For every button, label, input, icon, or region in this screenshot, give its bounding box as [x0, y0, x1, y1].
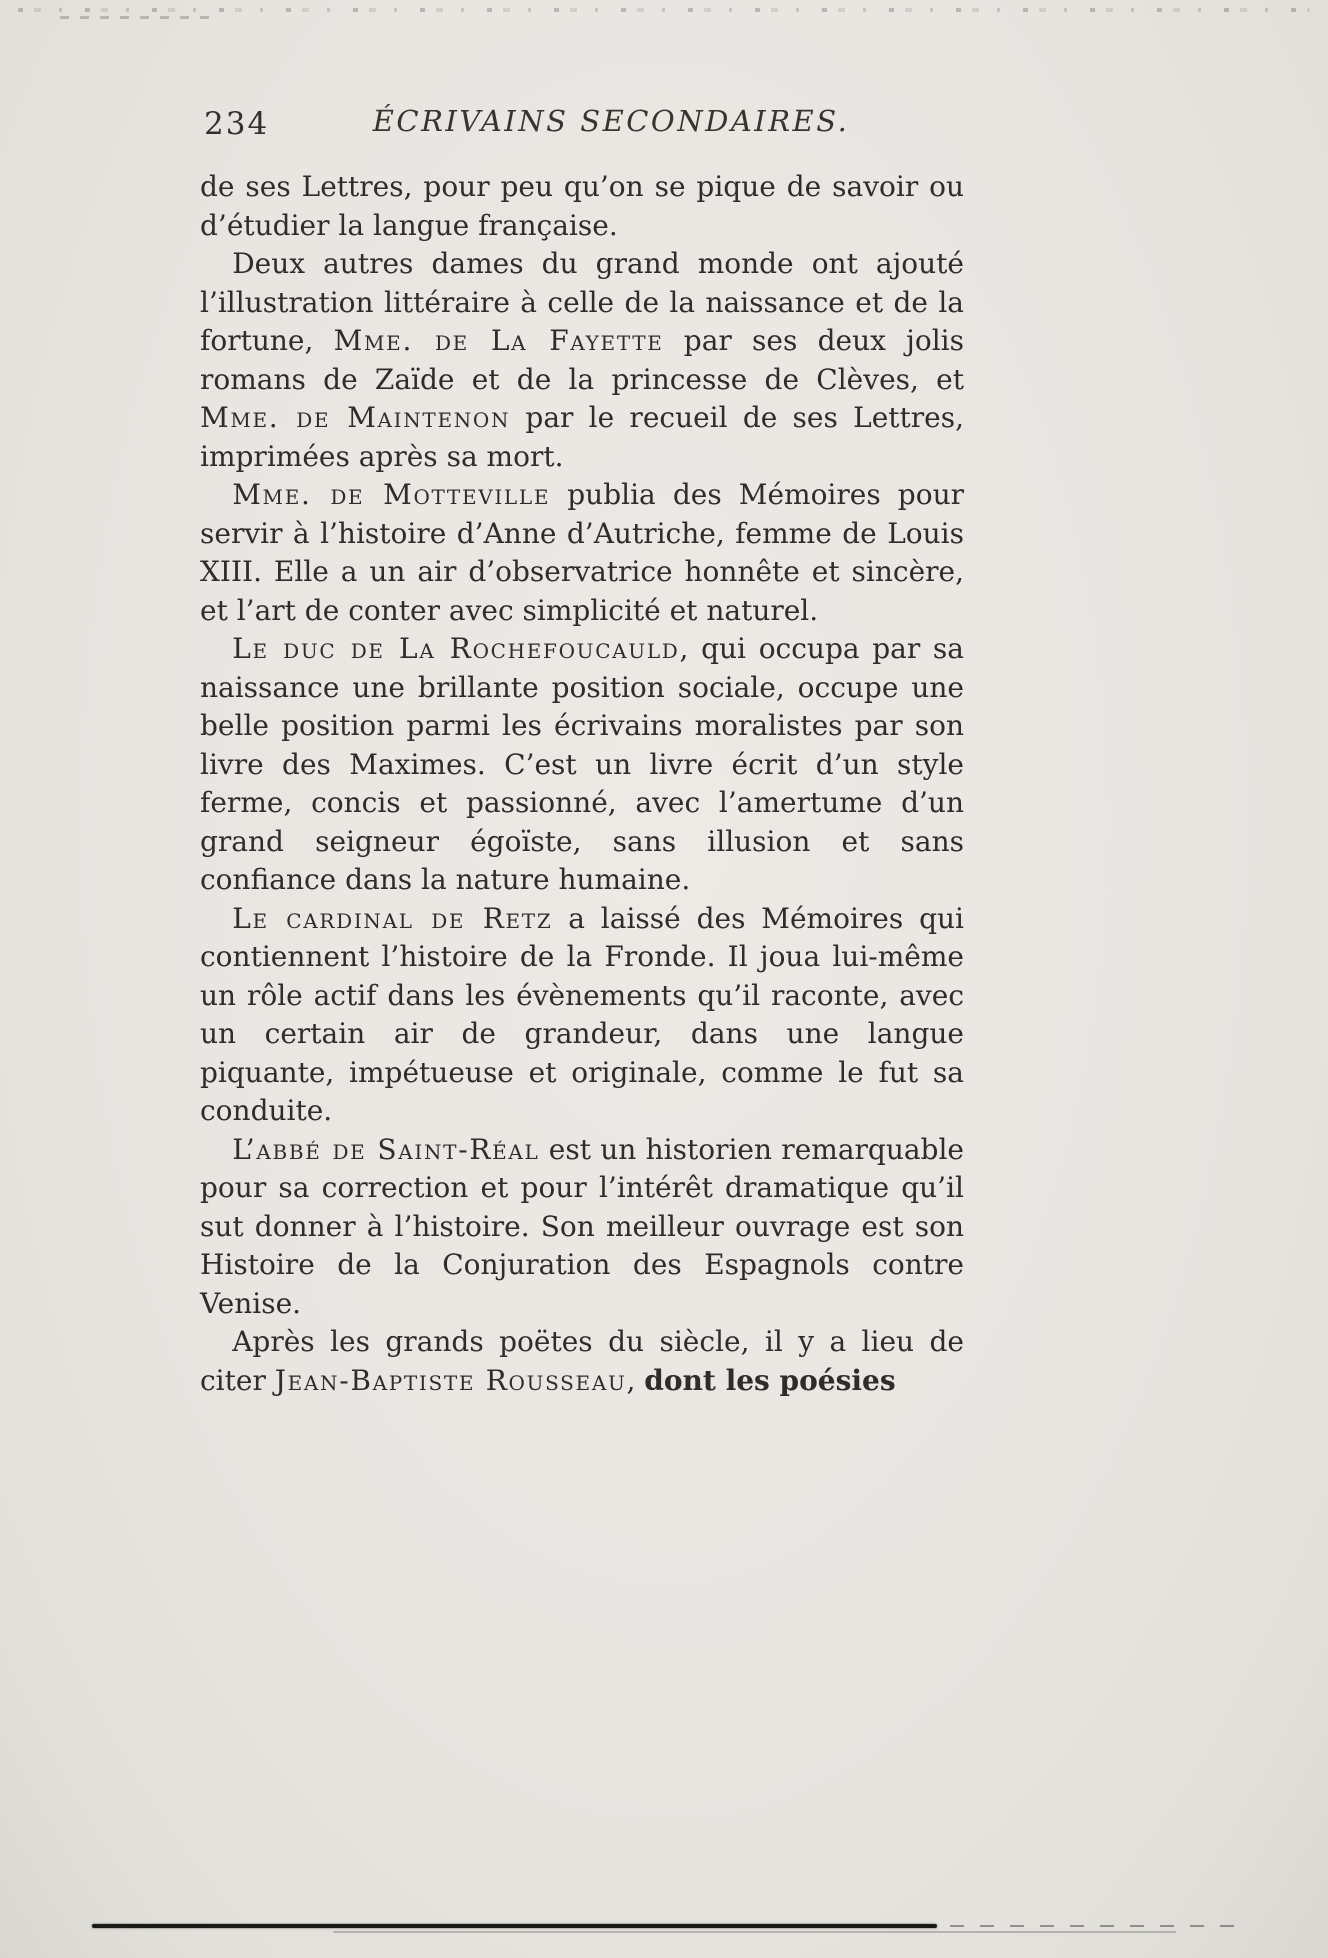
- text-segment: est un historien remarquable pour sa correction et pour l’intérêt dramatique qu’il sut donner à l’histoire. Son meilleur ouvrage est son Histoire de la Conjuration des Espagnols contre Venise.: [200, 1132, 964, 1320]
- scan-noise-top-left: [60, 16, 220, 19]
- text-segment: , qui occupa par sa naissance une brillante position sociale, occupe une belle position parmi les écrivains moralistes par son livre des Maximes. C’est un livre écrit d’un style ferme, concis et passionné, avec l’amertume d’un grand seigneur égoïste, sans illusion et sans confiance dans la nature humaine.: [200, 632, 964, 896]
- paragraph: [200, 1323, 964, 1400]
- paragraph: [200, 1131, 964, 1324]
- author-name: Mme. de Motteville: [232, 478, 551, 511]
- author-name: Le duc de La Rochefoucauld: [232, 632, 680, 665]
- scan-artifact-bottom-dashes: [950, 1925, 1250, 1927]
- text-segment: par le recueil de ses Lettres, imprimées après sa mort.: [200, 401, 965, 473]
- text-segment: de ses Lettres, pour peu qu’on se pique de savoir ou d’étudier la langue française.: [200, 170, 964, 242]
- paragraph: [200, 476, 964, 630]
- text-segment: Après les grands poëtes du siècle, il y a lieu de citer: [200, 1325, 964, 1397]
- page-number: 234: [204, 106, 270, 142]
- author-name: L’abbé de Saint-Réal: [232, 1132, 540, 1166]
- paragraph: [200, 630, 964, 900]
- paragraph: [200, 168, 964, 245]
- author-name: Le cardinal de Retz: [232, 901, 553, 935]
- scan-artifact-bottom-line: [92, 1924, 937, 1928]
- text-segment: publia des Mémoires pour servir à l’histoire d’Anne d’Autriche, femme de Louis XIII. Elle a un air d’observatrice honnête et sincère, et l’art de conter avec simplicité et naturel.: [200, 478, 965, 627]
- scan-noise-top: [18, 8, 1310, 12]
- author-name: Mme. de La Fayette: [333, 324, 664, 357]
- page-body: [200, 168, 964, 1400]
- author-name: Jean-Baptiste Rousseau: [274, 1363, 627, 1397]
- text-segment: par ses deux jolis romans de Zaïde et de la princesse de Clèves, et: [200, 324, 964, 396]
- text-segment: a laissé des Mémoires qui contiennent l’histoire de la Fronde. Il joua lui-même un rôle actif dans les évènements qu’il raconte, avec un certain air de grandeur, dans une langue piquante, impétueuse et originale, comme le fut sa conduite.: [200, 901, 964, 1127]
- text-segment: Deux autres dames du grand monde ont ajouté l’illustration littéraire à celle de la naissance et de la fortune,: [200, 247, 964, 357]
- text-segment: ,: [626, 1363, 645, 1397]
- author-name: Mme. de Maintenon: [200, 401, 511, 434]
- running-title: ÉCRIVAINS SECONDAIRES.: [372, 104, 850, 138]
- paragraph: [200, 900, 964, 1131]
- paragraph: [200, 245, 964, 476]
- page-header: [0, 100, 1328, 148]
- text-segment: dont les poésies: [644, 1363, 896, 1397]
